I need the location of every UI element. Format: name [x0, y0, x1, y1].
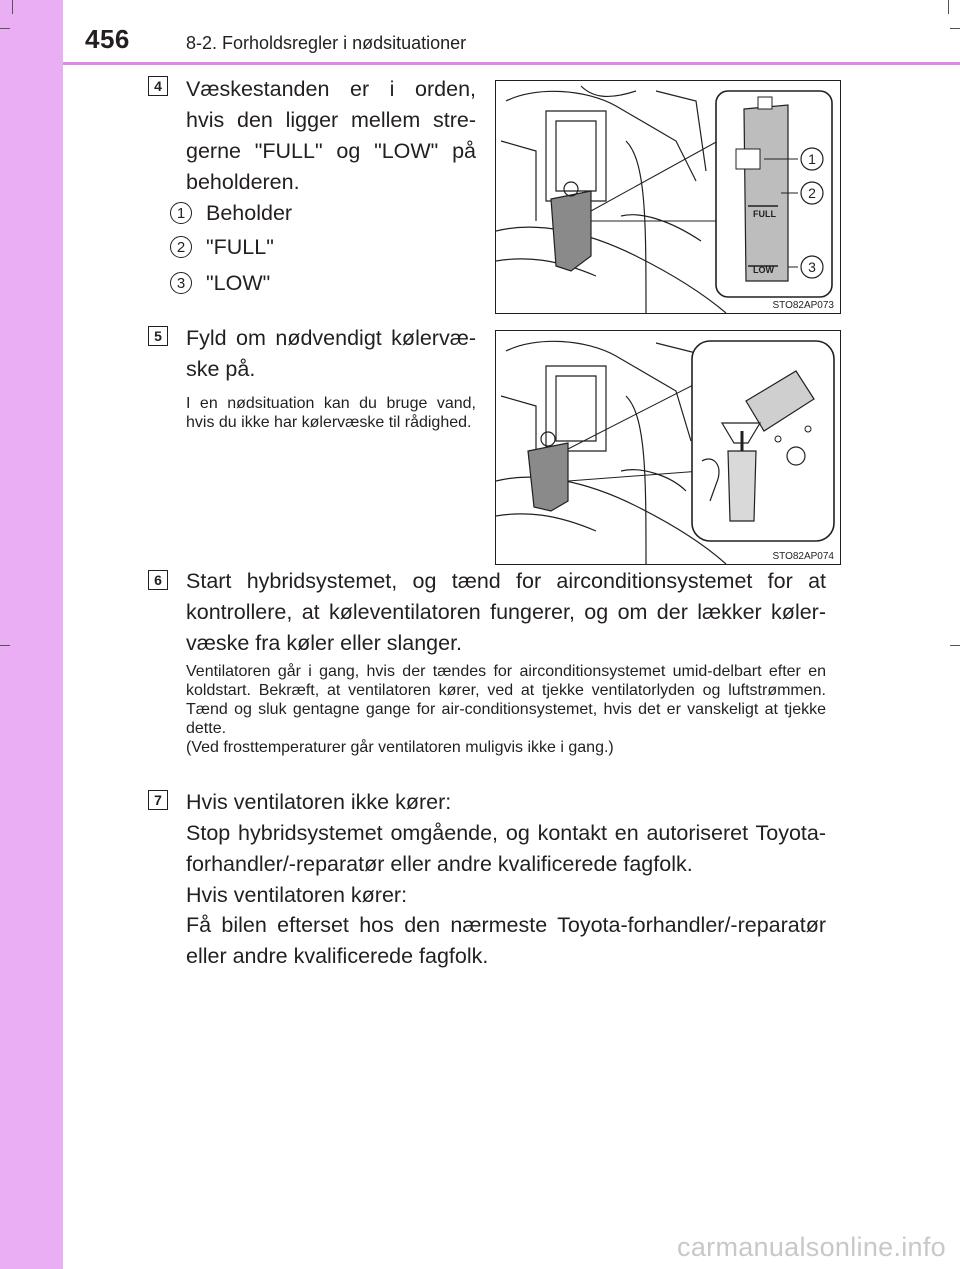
step-7-instruction-stop: Stop hybridsystemet omgående, og kontakt en autoriseret Toyota-forhandler/-reparatør eller andre kvalificerede fagfolk. — [186, 821, 826, 876]
crop-mark — [0, 645, 10, 646]
section-title: 8-2. Forholdsregler i nødsituationer — [186, 33, 467, 53]
crop-mark — [948, 0, 949, 14]
step-6-note-frost: (Ved frosttemperaturer går ventilatoren muligvis ikke i gang.) — [186, 739, 614, 756]
figure-code: STO82AP073 — [772, 300, 834, 311]
crop-mark — [0, 28, 10, 29]
callout-number: 3 — [170, 272, 192, 294]
coolant-reservoir-illustration — [495, 80, 841, 314]
crop-mark — [950, 28, 960, 29]
step-5-text: Fyld om nødvendigt kølervæ-ske på. — [186, 326, 476, 381]
crop-mark — [12, 0, 13, 14]
engine-bay-drawing — [496, 81, 840, 313]
step-6-text: Start hybridsystemet, og tænd for airconditionsystemet for at kontrollere, at køleventilatoren fungerer, og om der lækker køler-væske fra køler eller slanger. — [186, 569, 826, 655]
callout-2: 2 — [808, 185, 816, 201]
callout-3: 3 — [808, 259, 816, 275]
legend-label: Beholder — [206, 200, 293, 225]
figure-code: STO82AP074 — [772, 551, 834, 562]
low-mark-label: LOW — [753, 265, 774, 275]
chapter-sidebar — [0, 0, 63, 1269]
step-number-badge: 6 — [148, 570, 168, 590]
step-6-note: Ventilatoren går i gang, hvis der tændes for airconditionsystemet umid-delbart efter en koldstart. Bekræft, at ventilatoren kører, ved at tjekke ventilatorlyden og luftstrømmen. Tænd og sluk gentagne gange for air-conditionsystemet, hvis det er vanskeligt at tjekke dette. — [186, 663, 826, 737]
step-number-badge: 4 — [148, 76, 168, 96]
step-7-condition-not-running: Hvis ventilatoren ikke kører: — [186, 790, 452, 814]
crop-mark — [950, 645, 960, 646]
callout-number: 1 — [170, 202, 192, 224]
callout-1: 1 — [808, 151, 816, 167]
legend-item — [170, 198, 292, 228]
legend-label: "LOW" — [206, 270, 271, 295]
step-7-condition-running: Hvis ventilatoren kører: — [186, 883, 408, 907]
watermark: carmanualsonline.info — [677, 1232, 946, 1262]
refill-drawing — [496, 331, 840, 564]
full-mark-label: FULL — [753, 209, 776, 219]
header-rule — [63, 62, 960, 65]
legend-item — [170, 268, 270, 298]
legend-label: "FULL" — [206, 234, 274, 259]
step-number-badge: 7 — [148, 790, 168, 810]
step-5-note: I en nødsituation kan du bruge vand, hvis du ikke har kølervæske til rådighed. — [186, 395, 476, 431]
page-number: 456 — [85, 24, 130, 54]
legend-item — [170, 232, 274, 262]
callout-number: 2 — [170, 236, 192, 258]
step-4-text: Væskestanden er i orden, hvis den ligger mellem stre-gerne "FULL" og "LOW" på beholderen. — [186, 77, 476, 194]
step-7-instruction-service: Få bilen efterset hos den nærmeste Toyota-forhandler/-reparatør eller andre kvalificerede fagfolk. — [186, 913, 826, 968]
coolant-refill-illustration — [495, 330, 841, 565]
step-number-badge: 5 — [148, 326, 168, 346]
